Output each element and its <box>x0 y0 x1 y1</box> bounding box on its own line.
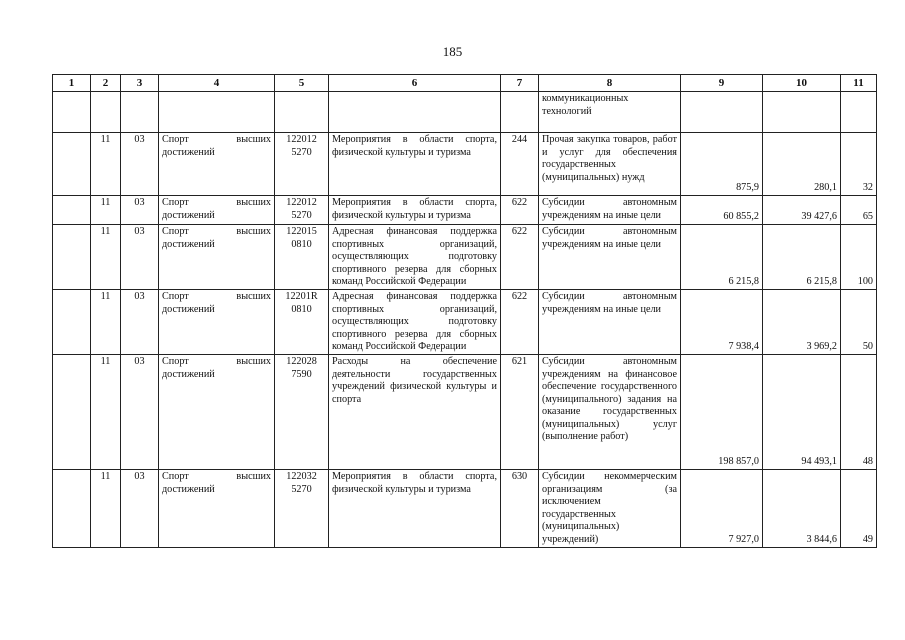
percent-cell: 32 <box>841 133 877 196</box>
expense-description-cell: Мероприятия в области спорта, физической культуры и туризма <box>329 133 501 196</box>
target-code-part: 0810 <box>291 238 312 250</box>
table-cell <box>53 133 91 196</box>
section-code-cell: 11 <box>91 470 121 547</box>
table-cell <box>53 92 91 133</box>
expense-type-cell: Прочая закупка товаров, работ и услуг для обеспечения государственных (муниципальных) нужд <box>539 133 681 196</box>
planned-amount-cell: 875,9 <box>681 133 763 196</box>
expense-type-cell: Субсидии некоммерческим организациям (за исключением государственных (муниципальных) учреждений) <box>539 470 681 547</box>
program-name-word: Спорт <box>162 197 189 209</box>
expense-description-cell: Адресная финансовая поддержка спортивных организаций, осуществляющих подготовку спортивного резерва для сборных команд Российской Федерации <box>329 290 501 355</box>
expense-code-cell: 630 <box>501 470 539 547</box>
percent-cell: 100 <box>841 225 877 290</box>
table-cell <box>329 92 501 133</box>
expense-code-cell: 622 <box>501 290 539 355</box>
actual-amount-cell: 39 427,6 <box>763 196 841 225</box>
target-code-part: 122032 <box>286 471 317 483</box>
program-name-word: достижений <box>162 146 215 158</box>
target-code-part: 12201R <box>285 291 318 303</box>
table-cell <box>121 92 159 133</box>
subsection-code-cell: 03 <box>121 225 159 290</box>
column-header: 4 <box>159 75 275 92</box>
actual-amount-cell: 6 215,8 <box>763 225 841 290</box>
target-code-part: 122012 <box>286 197 317 209</box>
program-name-cell <box>159 133 275 196</box>
subsection-code-cell: 03 <box>121 470 159 547</box>
target-code-cell <box>275 470 329 547</box>
program-name-word: Спорт <box>162 291 189 303</box>
program-name-word: достижений <box>162 303 215 315</box>
expense-code-cell: 621 <box>501 355 539 470</box>
target-code-part: 5270 <box>291 209 312 221</box>
target-code-cell <box>275 196 329 225</box>
expense-description-cell: Адресная финансовая поддержка спортивных организаций, осуществляющих подготовку спортивного резерва для сборных команд Российской Федерации <box>329 225 501 290</box>
planned-amount-cell: 60 855,2 <box>681 196 763 225</box>
program-name-word: Спорт <box>162 356 189 368</box>
program-name-cell <box>159 196 275 225</box>
program-name-word: достижений <box>162 238 215 250</box>
section-code-cell: 11 <box>91 290 121 355</box>
section-code-cell: 11 <box>91 133 121 196</box>
planned-amount-cell: 6 215,8 <box>681 225 763 290</box>
target-code-cell <box>275 133 329 196</box>
target-code-part: 0810 <box>291 303 312 315</box>
budget-table <box>52 74 877 548</box>
table-row <box>53 470 877 547</box>
table-cell <box>53 355 91 470</box>
target-code-part: 122028 <box>286 356 317 368</box>
table-cell <box>53 225 91 290</box>
table-row <box>53 355 877 470</box>
planned-amount-cell: 198 857,0 <box>681 355 763 470</box>
target-code-part: 122015 <box>286 226 317 238</box>
actual-amount-cell: 3 844,6 <box>763 470 841 547</box>
planned-amount-cell: 7 927,0 <box>681 470 763 547</box>
table-cell <box>841 92 877 133</box>
program-name-word: Спорт <box>162 471 189 483</box>
table-cell <box>681 92 763 133</box>
expense-code-cell: 622 <box>501 225 539 290</box>
target-code-cell <box>275 290 329 355</box>
section-code-cell: 11 <box>91 225 121 290</box>
percent-cell: 50 <box>841 290 877 355</box>
table-row <box>53 133 877 196</box>
column-header: 3 <box>121 75 159 92</box>
percent-cell: 65 <box>841 196 877 225</box>
expense-description-cell: Мероприятия в области спорта, физической культуры и туризма <box>329 470 501 547</box>
table-row <box>53 290 877 355</box>
table-cell <box>91 92 121 133</box>
subsection-code-cell: 03 <box>121 196 159 225</box>
target-code-part: 5270 <box>291 483 312 495</box>
column-header: 1 <box>53 75 91 92</box>
program-name-cell <box>159 470 275 547</box>
column-header: 2 <box>91 75 121 92</box>
expense-type-cell: коммуникационных технологий <box>539 92 681 133</box>
table-cell <box>53 196 91 225</box>
column-header: 6 <box>329 75 501 92</box>
program-name-word: Спорт <box>162 226 189 238</box>
target-code-cell <box>275 225 329 290</box>
table-row <box>53 196 877 225</box>
percent-cell: 49 <box>841 470 877 547</box>
expense-code-cell: 244 <box>501 133 539 196</box>
expense-type-cell: Субсидии автономным учреждениям на иные цели <box>539 196 681 225</box>
expense-code-cell: 622 <box>501 196 539 225</box>
table-row <box>53 225 877 290</box>
subsection-code-cell: 03 <box>121 133 159 196</box>
table-cell <box>159 92 275 133</box>
expense-type-cell: Субсидии автономным учреждениям на иные цели <box>539 290 681 355</box>
table-cell <box>763 92 841 133</box>
program-name-word: высших <box>236 471 271 483</box>
table-row-continuation <box>53 92 877 133</box>
percent-cell: 48 <box>841 355 877 470</box>
target-code-part: 7590 <box>291 368 312 380</box>
target-code-part: 122012 <box>286 134 317 146</box>
target-code-cell <box>275 355 329 470</box>
column-header: 7 <box>501 75 539 92</box>
subsection-code-cell: 03 <box>121 355 159 470</box>
program-name-word: высших <box>236 356 271 368</box>
program-name-cell <box>159 290 275 355</box>
program-name-word: высших <box>236 134 271 146</box>
table-cell <box>53 290 91 355</box>
expense-type-cell: Субсидии автономным учреждениям на финансовое обеспечение государственного (муниципального) задания на оказание государственных (муниципальных) услуг (выполнение работ) <box>539 355 681 470</box>
program-name-cell <box>159 355 275 470</box>
column-header: 8 <box>539 75 681 92</box>
expense-type-cell: Субсидии автономным учреждениям на иные цели <box>539 225 681 290</box>
table-cell <box>53 470 91 547</box>
program-name-word: высших <box>236 291 271 303</box>
planned-amount-cell: 7 938,4 <box>681 290 763 355</box>
table-cell <box>275 92 329 133</box>
program-name-word: Спорт <box>162 134 189 146</box>
program-name-word: достижений <box>162 368 215 380</box>
section-code-cell: 11 <box>91 355 121 470</box>
program-name-word: высших <box>236 197 271 209</box>
subsection-code-cell: 03 <box>121 290 159 355</box>
table-cell <box>501 92 539 133</box>
program-name-word: достижений <box>162 483 215 495</box>
actual-amount-cell: 280,1 <box>763 133 841 196</box>
section-code-cell: 11 <box>91 196 121 225</box>
page-number: 185 <box>442 44 463 59</box>
expense-description-cell: Расходы на обеспечение деятельности государственных учреждений физической культуры и спорта <box>329 355 501 470</box>
target-code-part: 5270 <box>291 146 312 158</box>
column-header: 11 <box>841 75 877 92</box>
column-header: 9 <box>681 75 763 92</box>
program-name-cell <box>159 225 275 290</box>
actual-amount-cell: 94 493,1 <box>763 355 841 470</box>
expense-description-cell: Мероприятия в области спорта, физической культуры и туризма <box>329 196 501 225</box>
program-name-word: достижений <box>162 209 215 221</box>
header-row <box>53 75 877 92</box>
actual-amount-cell: 3 969,2 <box>763 290 841 355</box>
program-name-word: высших <box>236 226 271 238</box>
column-header: 5 <box>275 75 329 92</box>
column-header: 10 <box>763 75 841 92</box>
